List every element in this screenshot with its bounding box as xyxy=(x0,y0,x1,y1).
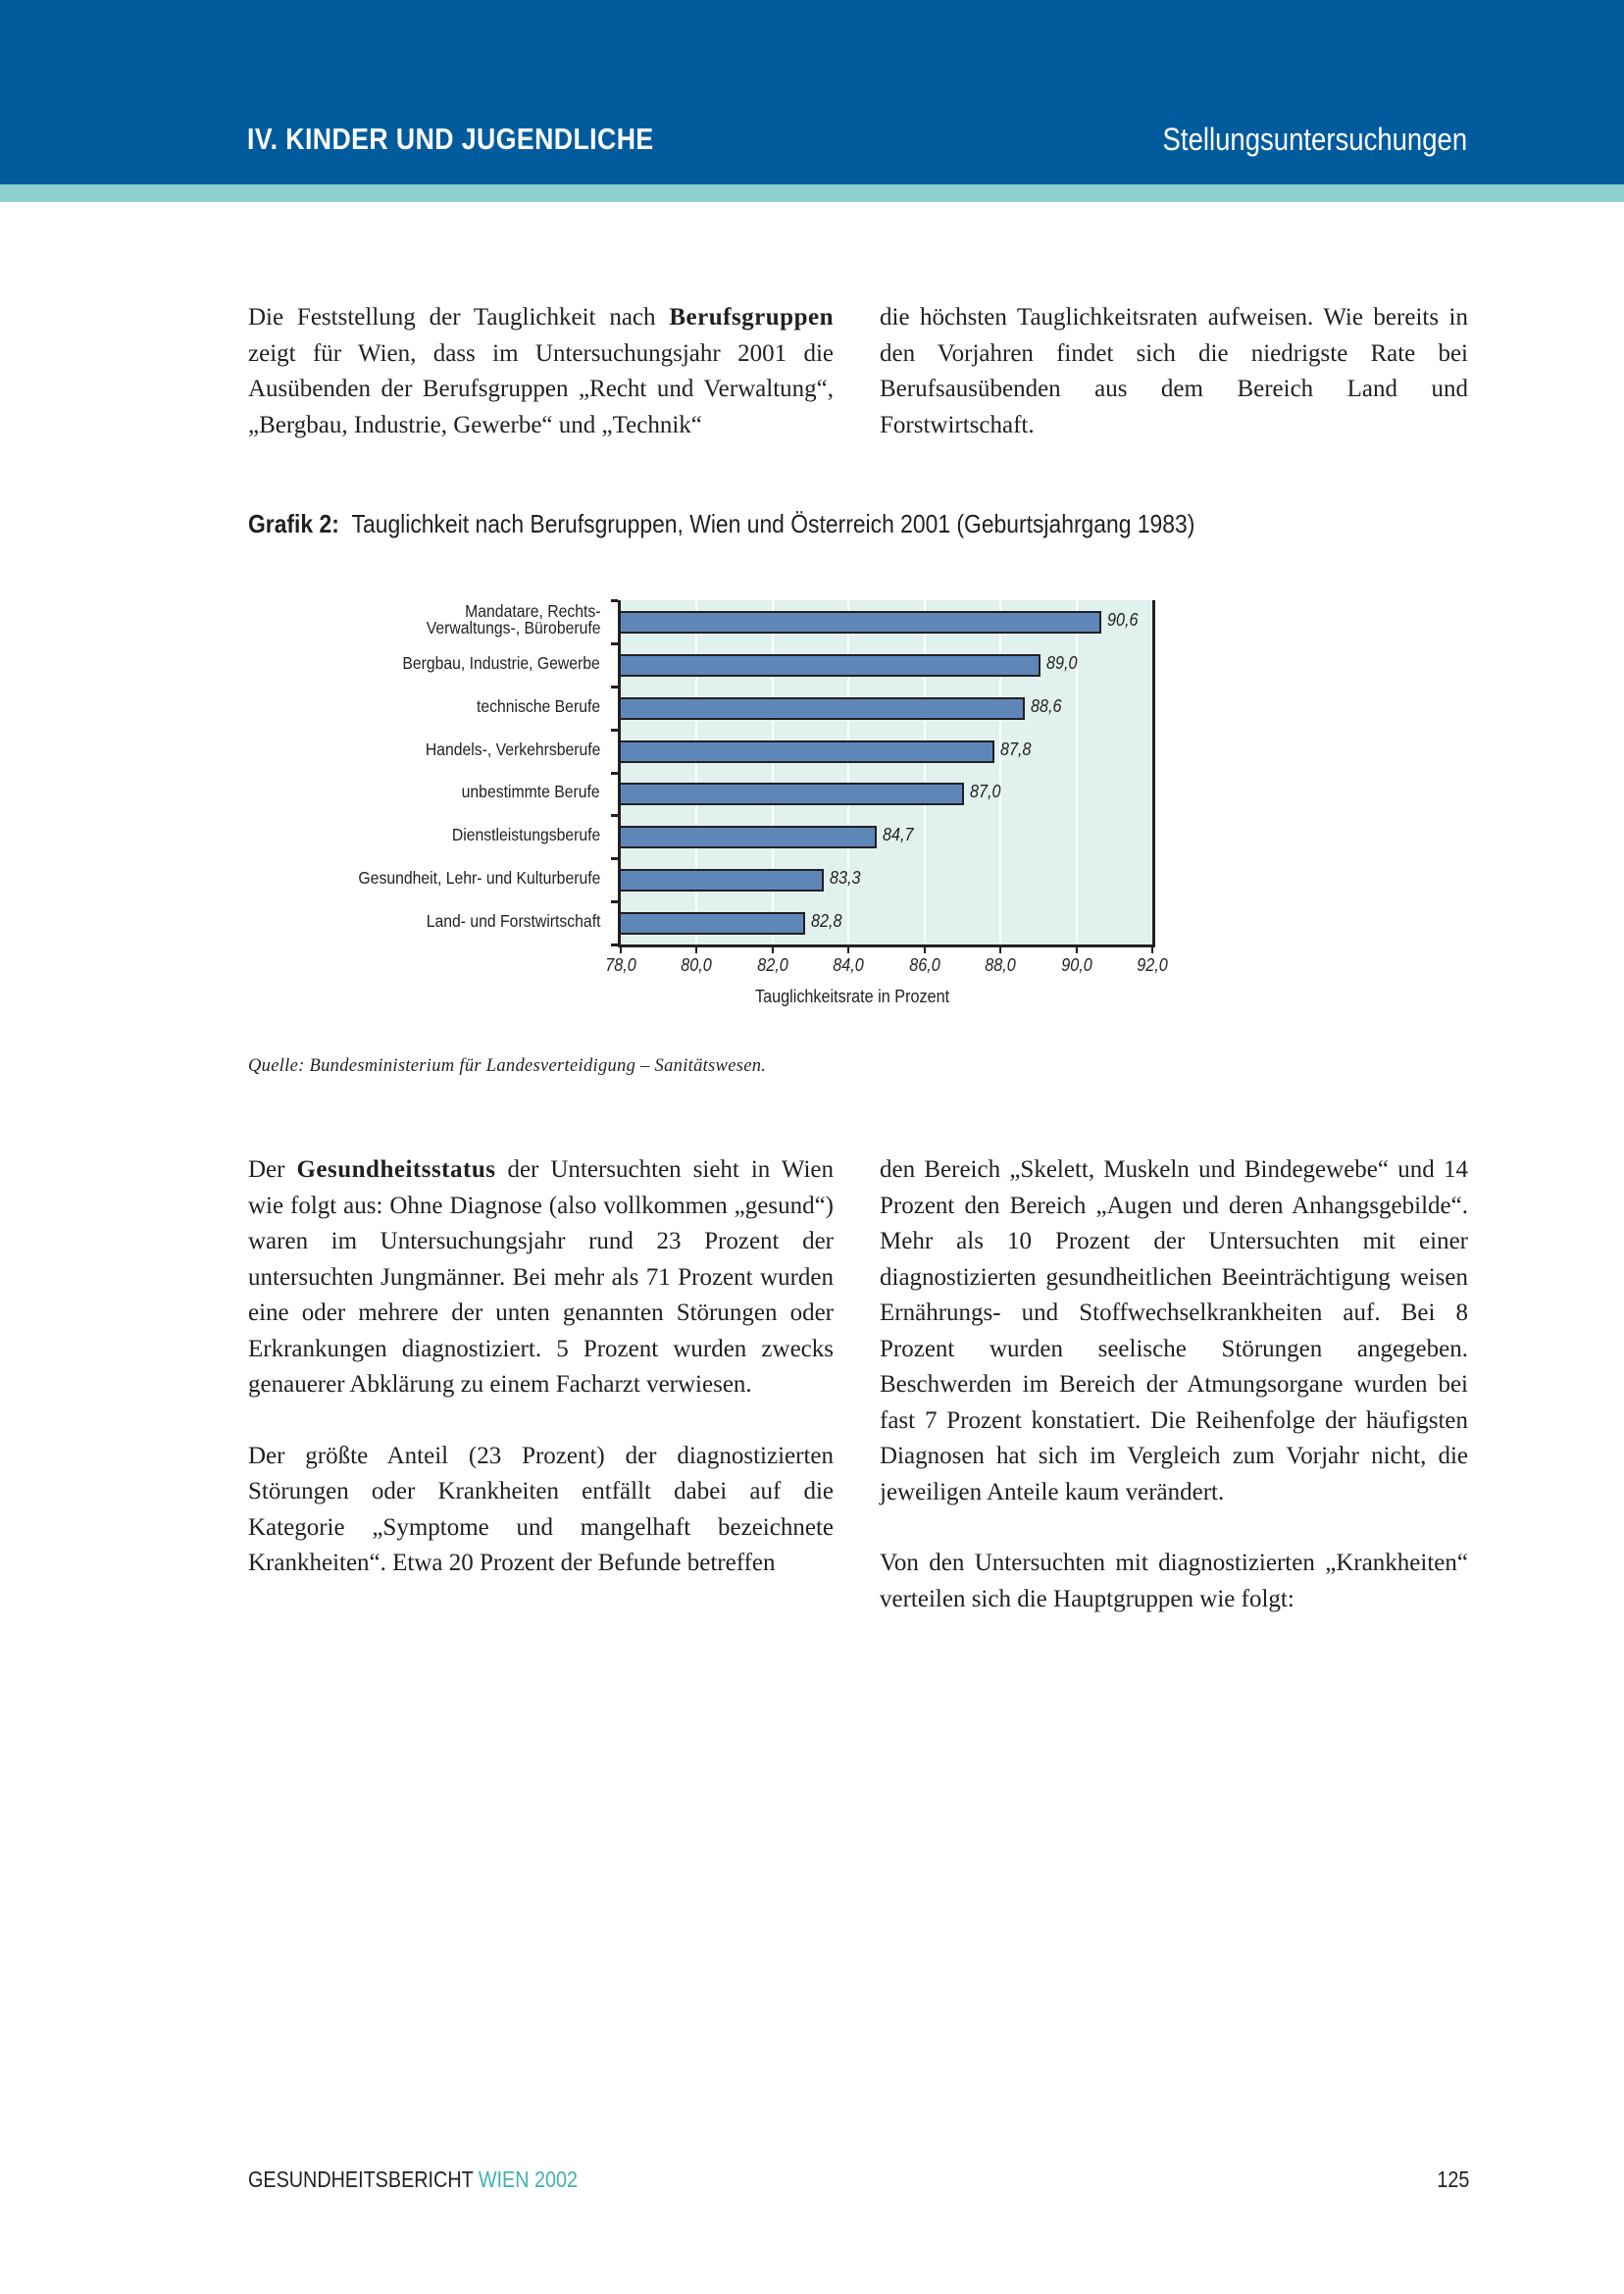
y-tick xyxy=(611,900,618,903)
bar xyxy=(621,654,1040,677)
x-tick-label: 82,0 xyxy=(757,955,788,975)
body-paragraph: den Bereich „Skelett, Muskeln und Bindegewebe“ und 14 Prozent den Bereich „Augen und deren Anhangsgebilde“. Mehr als 10 Prozent der Untersuchten mit einer diagnostizierten gesundheitlichen Beeinträchtigung weisen Ernährungs- und Stoffwechselkrankheiten auf. Bei 8 Prozent wurden seelische Störungen angegeben. Beschwerden im Bereich der Atmungsorgane wurden bei fast 7 Prozent konstatiert. Die Reihenfolge der häufigsten Diagnosen hat sich im Vergleich zum Vorjahr nicht, die jeweiligen Anteile kaum verändert. xyxy=(880,1156,1468,1505)
x-tick xyxy=(999,946,1001,953)
figure-source: Quelle: Bundesministerium für Landesverteidigung – Sanitätswesen. xyxy=(248,1056,767,1076)
category-label: unbestimmte Berufe xyxy=(462,782,600,802)
bar xyxy=(621,869,824,892)
emphasis-berufsgruppen: Berufsgruppen xyxy=(669,304,834,331)
gridline xyxy=(847,600,849,944)
intro-left-column xyxy=(248,300,834,443)
x-tick-label: 86,0 xyxy=(908,955,940,975)
bar xyxy=(621,912,805,935)
gridline xyxy=(772,600,774,944)
y-tick xyxy=(611,686,618,688)
x-tick-label: 84,0 xyxy=(833,955,865,975)
gridline xyxy=(1076,600,1078,944)
x-tick-label: 80,0 xyxy=(681,955,713,975)
bar-value-label: 84,7 xyxy=(883,825,914,845)
body-left-column xyxy=(248,1152,834,1582)
figure-title: Tauglichkeit nach Berufsgruppen, Wien und Österreich 2001 (Geburtsjahrgang 1983) xyxy=(351,509,1195,538)
x-tick xyxy=(1076,946,1078,953)
category-label: Land- und Forstwirtschaft xyxy=(426,911,600,932)
footer-title-accent: WIEN 2002 xyxy=(478,2167,578,2192)
y-tick xyxy=(611,814,618,817)
intro-paragraph: Die Feststellung der Tauglichkeit nach Berufsgruppen zeigt für Wien, dass im Untersuchungsjahr 2001 die Ausübenden der Berufsgruppen „Recht und Verwaltung“, „Bergbau, Industrie, Gewerbe“ und „Technik“ xyxy=(248,304,834,438)
header-stripe xyxy=(0,184,1624,202)
y-tick xyxy=(611,642,618,645)
x-tick xyxy=(772,946,774,953)
footer-title: GESUNDHEITSBERICHT WIEN 2002 xyxy=(248,2167,578,2192)
figure-caption xyxy=(248,509,1194,539)
category-label: Mandatare, Rechts- Verwaltungs-, Büroberufe xyxy=(426,600,600,637)
section-title: Stellungsuntersuchungen xyxy=(1162,122,1467,157)
y-tick xyxy=(611,857,618,860)
x-tick-label: 90,0 xyxy=(1060,955,1092,975)
x-tick xyxy=(847,946,849,953)
chapter-title: IV. KINDER UND JUGENDLICHE xyxy=(247,122,654,156)
bar-value-label: 83,3 xyxy=(830,868,861,889)
bar-value-label: 87,8 xyxy=(1000,739,1032,759)
x-tick-label: 78,0 xyxy=(605,955,636,975)
x-axis-title: Tauglichkeitsrate in Prozent xyxy=(755,987,950,1006)
y-tick xyxy=(611,772,618,775)
x-tick xyxy=(1151,946,1153,953)
y-tick xyxy=(611,599,618,602)
intro-right-column xyxy=(880,300,1468,443)
bar xyxy=(621,826,877,848)
bar xyxy=(621,783,964,805)
x-tick-label: 88,0 xyxy=(985,955,1016,975)
x-tick-label: 92,0 xyxy=(1137,955,1168,975)
body-paragraph: Der größte Anteil (23 Prozent) der diagnostizierten Störungen oder Krankheiten entfällt dabei auf die Kategorie „Symptome und mangelhaft bezeichnete Krankheiten“. Etwa 20 Prozent der Befunde betreffen xyxy=(248,1442,834,1576)
intro-paragraph-cont: die höchsten Tauglichkeitsraten aufweisen. Wie bereits in den Vorjahren findet sich die niedrigste Rate bei Berufsausübenden aus dem Bereich Land und Forstwirtschaft. xyxy=(880,304,1468,438)
category-label: Bergbau, Industrie, Gewerbe xyxy=(402,652,600,673)
body-paragraph: Von den Untersuchten mit diagnostizierten „Krankheiten“ verteilen sich die Hauptgruppen wie folgt: xyxy=(880,1550,1468,1612)
gridline xyxy=(999,600,1001,944)
gridline xyxy=(924,600,926,944)
bar xyxy=(621,697,1025,720)
body-right-column xyxy=(880,1152,1468,1617)
bar xyxy=(621,740,994,763)
bar-value-label: 82,8 xyxy=(810,911,842,932)
emphasis-gesundheitsstatus: Gesundheitsstatus xyxy=(296,1156,496,1183)
x-tick xyxy=(620,946,622,953)
y-tick xyxy=(611,729,618,732)
category-label: Handels-, Verkehrsberufe xyxy=(425,739,600,759)
gridline xyxy=(695,600,697,944)
x-tick xyxy=(924,946,926,953)
bar-value-label: 90,6 xyxy=(1106,609,1139,630)
y-tick xyxy=(611,943,618,946)
bar-value-label: 88,6 xyxy=(1031,695,1062,716)
page-number: 125 xyxy=(1436,2167,1469,2192)
bar-value-label: 87,0 xyxy=(970,782,1001,802)
bar xyxy=(621,611,1101,634)
x-tick xyxy=(695,946,697,953)
category-label: technische Berufe xyxy=(476,695,600,716)
bar-value-label: 89,0 xyxy=(1045,652,1078,673)
body-paragraph: Der Gesundheitsstatus der Untersuchten sieht in Wien wie folgt aus: Ohne Diagnose (also vollkommen „gesund“) waren im Untersuchungsjahr rund 23 Prozent der untersuchten Jungmänner. Bei mehr als 71 Prozent wurden eine oder mehrere der unten genannten Störungen oder Erkrankungen diagnostiziert. 5 Prozent wurden zwecks genauerer Abklärung zu einem Facharzt verwiesen. xyxy=(248,1156,834,1398)
category-label: Dienstleistungsberufe xyxy=(451,825,600,845)
category-label: Gesundheit, Lehr- und Kulturberufe xyxy=(358,868,600,889)
figure-label: Grafik 2: xyxy=(248,509,339,538)
